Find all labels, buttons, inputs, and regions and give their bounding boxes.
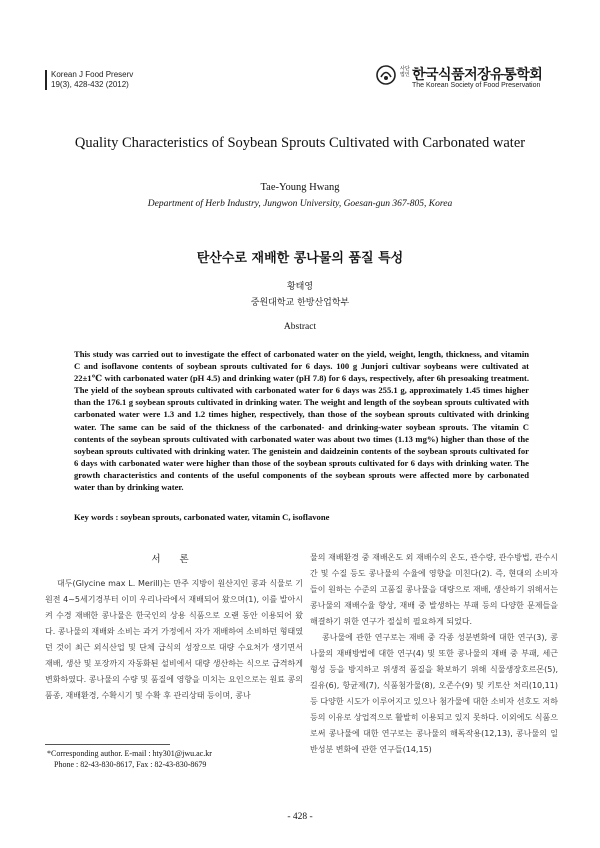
korean-author: 황태영 xyxy=(286,282,314,292)
society-name-ko: 한국식품저장유통학회 xyxy=(412,67,543,83)
paper-title: Quality Characteristics of Soybean Sprouts Cultivated with Carbonated water xyxy=(74,135,526,151)
journal-issue: 19(3), 428-432 (2012) xyxy=(51,80,129,89)
footnote-divider xyxy=(45,744,170,745)
abstract-heading: Abstract xyxy=(283,322,317,332)
footnote xyxy=(47,748,212,770)
author-affiliation: Department of Herb Industry, Jungwon University, Goesan-gun 367-805, Korea xyxy=(147,199,453,209)
section-heading: 서 론 xyxy=(151,554,197,565)
abstract-text: This study was carried out to investigate the effect of carbonated water on the yield, weight, length, thickness, and vitamin C and isoflavone contents of soybean sprouts cultivated for 6 days. 100 g Junjori cultivar soybeans were cultivated at 22±1℃ with carbonated water (pH 4.5) and drinking water (pH 7.8) for 6 days, respectively, after 6h presoaking treatment. The yield of the soybean sprouts cultivated with carbonated water for 6 days was 255.1 g, approximately 1.45 times higher than the 176.1 g soybean sprouts cultivated in drinking water. The weight and length of the soybean sprouts cultivated with carbonated water were 1.3 and 1.2 times higher, respectively, than those of the soybean sprouts cultivated with drinking water. The same can be said of the thickness of the carbonated- and drinking-water soybean sprouts. The vitamin C contents of the soybean sprouts cultivated with carbonated water was about two times (1.13 mg%) higher than those of the soybean sprouts cultivated with drinking water. The genistein and daidzeinin contents of the soybean sprouts cultivated for 6 days with carbonated water were higher than those of the soybean sprouts cultivated for 6 days with drinking water. The growth characteristics and contents of the useful components of the soybean sprouts were affected more by carbonated water than by drinking water. xyxy=(74,349,529,493)
body-paragraph: 콩나물에 관한 연구로는 재배 중 각종 성분변화에 대한 연구(3), 콩나물의 재배방법에 대한 연구(4) 및 또한 콩나물의 재배 중 부패, 세근 형성 등을 방지하고 위생적 품질을 확보하기 위해 식물생장호르몬(5), 길유(6), 항균제(7), 식품첨가물(8), 오존수(9) 및 키토산 처리(10,11) 등 다양한 시도가 이루어지고 있으나 첨가물에 대한 소비자 선호도 저하 등의 이유로 상업적으로 활발히 이용되고 있지 못하다. 이외에도 식품으로써 콩나물에 대한 연구로는 콩나물의 해독작용(12,13), 콩나물의 일반성분 변화에 관한 연구들(14,15) xyxy=(310,633,558,754)
journal-name: Korean J Food Preserv xyxy=(51,70,134,79)
society-logo-icon xyxy=(376,65,396,85)
society-name-en: The Korean Society of Food Preservation xyxy=(412,82,541,89)
footnote-phone: Phone : 82-43-830-8617, Fax : 82-43-830-8679 xyxy=(54,760,207,769)
society-header xyxy=(376,64,566,94)
society-small-label: 사단 법인 xyxy=(400,66,410,78)
body-paragraph: 대두(Glycine max L. Merill)는 만주 지방이 원산지인 콩과 식물로 기원전 4~5세기경부터 이미 우리나라에서 재배되어 왔으며(1), 이를 발아시켜 수경 재배한 콩나물은 한국인의 상용 식품으로 오랜 동안 이용되어 왔다. 콩나물의 재배와 소비는 과거 가정에서 자가 재배하여 소비하던 형태였던 것이 최근 외식산업 및 단체 급식의 성장으로 대량 수요처가 생기면서 재배, 생산 및 포장까지 자동화된 설비에서 대량 생산하는 식으로 급격하게 변화하였다. 콩나물의 수량 및 품질에 영향을 미치는 요인으로는 원료 콩의 품종, 재배환경, 수확시기 및 수확 후 관리상태 등이며, 콩나 xyxy=(45,579,303,700)
keywords: Key words : soybean sprouts, carbonated water, vitamin C, isoflavone xyxy=(74,512,330,522)
body-column-right xyxy=(310,550,558,758)
journal-reference xyxy=(45,70,133,90)
body-column-left xyxy=(45,552,303,704)
body-paragraph: 물의 재배환경 중 재배온도 외 재배수의 온도, 관수량, 관수방법, 관수시간 및 수질 등도 콩나물의 수율에 영향을 미친다(2). 즉, 현대의 소비자들이 원하는 수준의 고품질 콩나물을 대량으로 재배, 생산하기 위해서는 콩나물의 재배수율 향상, 재배 중 발생하는 부패 등의 다양한 문제들을 해결하기 위한 연구가 절실히 필요하게 되었다. xyxy=(310,553,558,626)
korean-title: 탄산수로 재배한 콩나물의 품질 특성 xyxy=(196,251,404,266)
footnote-email: *Corresponding author. E-mail : hty301@jwu.ac.kr xyxy=(47,749,212,758)
author-name: Tae-Young Hwang xyxy=(260,182,340,193)
page-number: - 428 - xyxy=(287,812,313,822)
korean-affiliation: 중원대학교 한방산업학부 xyxy=(250,298,350,308)
